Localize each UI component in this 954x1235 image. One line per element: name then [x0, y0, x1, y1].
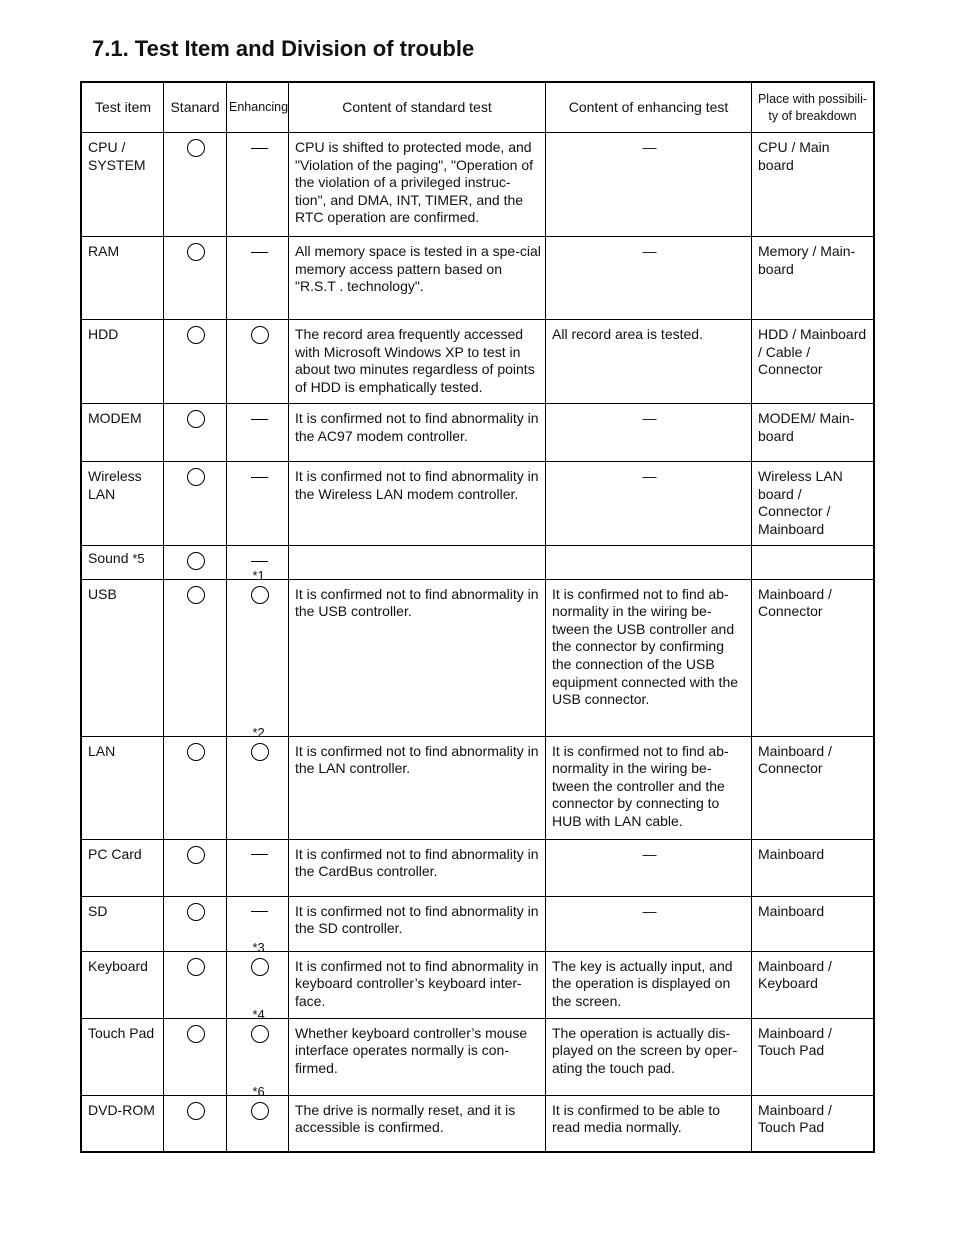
circle-mark-icon	[251, 1025, 269, 1043]
table-row	[82, 1095, 874, 1151]
cell-content-standard: It is confirmed not to find abnormality in the AC97 modem controller.	[289, 404, 546, 462]
cell-place: Mainboard / Touch Pad	[752, 1095, 874, 1151]
cell-content-enhancing	[546, 546, 752, 580]
cell-content-standard: Whether keyboard controller’s mouse interface operates normally is con-firmed.	[289, 1018, 546, 1095]
mark-wrap	[187, 1025, 205, 1048]
test-item-label: Sound	[88, 550, 129, 566]
cell-place: CPU / Main board	[752, 133, 874, 237]
cell-standard	[164, 404, 227, 462]
table-row	[82, 320, 874, 404]
cell-place: Wireless LAN board / Connector / Mainboard	[752, 462, 874, 546]
circle-mark-icon	[187, 1102, 205, 1120]
cell-enhancing	[227, 839, 289, 896]
header-content-enhancing: Content of enhancing test	[546, 83, 752, 133]
cell-test-item	[82, 546, 164, 580]
cell-content-enhancing: It is confirmed to be able to read media normally.	[546, 1095, 752, 1151]
cell-content-enhancing: All record area is tested.	[546, 320, 752, 404]
mark-wrap	[251, 1083, 269, 1125]
cell-standard	[164, 951, 227, 1018]
cell-content-standard: The record area frequently accessed with Microsoft Windows XP to test in about two minutes regardless of points of HDD is emphatically tested.	[289, 320, 546, 404]
cell-place: Memory / Main-board	[752, 237, 874, 320]
circle-mark-icon	[187, 846, 205, 864]
cell-test-item	[82, 951, 164, 1018]
dash-mark-icon	[251, 561, 268, 562]
cell-content-enhancing: It is confirmed not to find ab-normality in the wiring be-tween the controller and the connector by connecting to HUB with LAN cable.	[546, 736, 752, 839]
mark-wrap	[187, 139, 205, 162]
mark-wrap	[187, 326, 205, 349]
footnote-ref: *4	[252, 1006, 265, 1022]
test-item-label: Keyboard	[88, 957, 148, 974]
cell-content-enhancing: It is confirmed not to find ab-normality in the wiring be-tween the USB controller and the connector by confirming the connection of the USB equipment connected with the USB connector.	[546, 579, 752, 736]
cell-enhancing	[227, 237, 289, 320]
cell-test-item	[82, 133, 164, 237]
test-item-label: Touch Pad	[88, 1024, 155, 1041]
circle-mark-icon	[187, 410, 205, 428]
cell-enhancing	[227, 133, 289, 237]
test-item-label: MODEM	[88, 410, 142, 426]
cell-enhancing	[227, 320, 289, 404]
test-item-label: SD	[88, 902, 108, 919]
circle-mark-icon	[187, 958, 205, 976]
table-row	[82, 133, 874, 237]
mark-wrap	[187, 243, 205, 266]
mark-wrap	[187, 586, 205, 609]
mark-wrap	[187, 846, 205, 869]
circle-mark-icon	[251, 586, 269, 604]
cell-content-enhancing: —	[546, 462, 752, 546]
cell-content-enhancing: —	[546, 896, 752, 951]
test-item-label: PC Card	[88, 845, 142, 862]
mark-wrap	[251, 567, 269, 609]
header-place: Place with possibili-ty of breakdown	[752, 83, 874, 133]
circle-mark-icon	[187, 243, 205, 261]
mark-wrap	[187, 743, 205, 766]
cell-place: MODEM/ Main-board	[752, 404, 874, 462]
footnote-ref: *2	[252, 724, 265, 740]
cell-place: Mainboard / Touch Pad	[752, 1018, 874, 1095]
cell-content-enhancing: The key is actually input, and the operation is displayed on the screen.	[546, 951, 752, 1018]
cell-content-enhancing: —	[546, 237, 752, 320]
table-row	[82, 1018, 874, 1095]
circle-mark-icon	[187, 903, 205, 921]
mark-wrap	[251, 724, 269, 766]
dash-mark-icon	[251, 419, 268, 420]
mark-wrap	[187, 468, 205, 491]
cell-test-item	[82, 579, 164, 736]
dash-mark-icon	[251, 148, 268, 149]
footnote-ref: *5	[132, 551, 145, 566]
mark-wrap	[187, 410, 205, 433]
cell-test-item	[82, 462, 164, 546]
footnote-ref: *6	[252, 1083, 265, 1099]
cell-standard	[164, 546, 227, 580]
circle-mark-icon	[187, 1025, 205, 1043]
mark-wrap	[251, 939, 269, 981]
circle-mark-icon	[187, 326, 205, 344]
dash-mark-icon	[251, 477, 268, 478]
table-row	[82, 896, 874, 951]
cell-enhancing	[227, 567, 289, 736]
table-row	[82, 546, 874, 580]
header-test-item: Test item	[82, 83, 164, 133]
cell-test-item	[82, 896, 164, 951]
cell-standard	[164, 736, 227, 839]
cell-enhancing	[227, 1083, 289, 1151]
dash-mark-icon	[251, 911, 268, 912]
table-row	[82, 736, 874, 839]
cell-content-standard: It is confirmed not to find abnormality in the SD controller.	[289, 896, 546, 951]
mark-wrap	[251, 326, 269, 349]
mark-wrap	[251, 243, 268, 261]
cell-content-standard: It is confirmed not to find abnormality in the Wireless LAN modem controller.	[289, 462, 546, 546]
mark-wrap	[251, 139, 268, 157]
dash-mark-icon	[251, 854, 268, 855]
header-enhancing: Enhancing	[227, 83, 289, 133]
circle-mark-icon	[187, 586, 205, 604]
cell-content-standard: It is confirmed not to find abnormality in the LAN controller.	[289, 736, 546, 839]
cell-test-item	[82, 1095, 164, 1151]
cell-content-standard	[289, 546, 546, 580]
table-row	[82, 237, 874, 320]
table-row	[82, 839, 874, 896]
cell-content-standard: All memory space is tested in a spe-cial memory access pattern based on "R.S.T . technology".	[289, 237, 546, 320]
test-item-label: DVD-ROM	[88, 1101, 155, 1118]
cell-enhancing	[227, 462, 289, 546]
cell-content-enhancing: —	[546, 839, 752, 896]
table-row	[82, 404, 874, 462]
mark-wrap	[187, 958, 205, 981]
table-body	[82, 133, 874, 1152]
footnote-ref: *3	[252, 939, 265, 955]
mark-wrap	[251, 410, 268, 428]
circle-mark-icon	[187, 468, 205, 486]
dash-mark-icon	[251, 252, 268, 253]
table-row	[82, 951, 874, 1018]
cell-standard	[164, 1018, 227, 1095]
cell-content-enhancing: —	[546, 404, 752, 462]
page-title: 7.1. Test Item and Division of trouble	[92, 36, 475, 61]
mark-wrap	[187, 1102, 205, 1125]
circle-mark-icon	[251, 1102, 269, 1120]
footnote-ref: *1	[252, 567, 265, 583]
cell-place: Mainboard / Keyboard	[752, 951, 874, 1018]
cell-standard	[164, 462, 227, 546]
test-item-label: HDD	[88, 326, 119, 342]
cell-content-standard: It is confirmed not to find abnormality in the CardBus controller.	[289, 839, 546, 896]
cell-standard	[164, 1095, 227, 1151]
cell-test-item	[82, 839, 164, 896]
header-standard: Stanard	[164, 83, 227, 133]
test-item-label: USB	[88, 585, 117, 602]
mark-wrap	[251, 846, 268, 864]
cell-content-standard: It is confirmed not to find abnormality in the USB controller.	[289, 579, 546, 736]
cell-place: Mainboard	[752, 896, 874, 951]
cell-standard	[164, 237, 227, 320]
cell-standard	[164, 579, 227, 736]
cell-standard	[164, 320, 227, 404]
cell-place: HDD / Mainboard / Cable / Connector	[752, 320, 874, 404]
cell-enhancing	[227, 404, 289, 462]
test-item-label: CPU / SYSTEM	[88, 139, 146, 173]
cell-content-standard: CPU is shifted to protected mode, and "Violation of the paging", "Operation of the violation of a privileged instruc-tion", and DMA, INT, TIMER, and the RTC operation are confirmed.	[289, 133, 546, 237]
mark-wrap	[251, 1006, 269, 1048]
cell-place: Mainboard / Connector	[752, 579, 874, 736]
test-item-table	[81, 82, 874, 1152]
table-header-row	[82, 83, 874, 133]
cell-place	[752, 546, 874, 580]
cell-test-item	[82, 1018, 164, 1095]
cell-test-item	[82, 320, 164, 404]
header-content-standard: Content of standard test	[289, 83, 546, 133]
table-row	[82, 462, 874, 546]
circle-mark-icon	[251, 743, 269, 761]
cell-place: Mainboard	[752, 839, 874, 896]
cell-content-enhancing: The operation is actually dis-played on the screen by oper-ating the touch pad.	[546, 1018, 752, 1095]
mark-wrap	[187, 552, 205, 575]
test-item-label: Wireless LAN	[88, 468, 142, 502]
mark-wrap	[187, 903, 205, 926]
cell-test-item	[82, 736, 164, 839]
cell-standard	[164, 133, 227, 237]
circle-mark-icon	[187, 139, 205, 157]
table-row	[82, 579, 874, 736]
circle-mark-icon	[251, 326, 269, 344]
mark-wrap	[251, 903, 268, 921]
cell-standard	[164, 896, 227, 951]
cell-content-standard: It is confirmed not to find abnormality in keyboard controller’s keyboard inter-face.	[289, 951, 546, 1018]
circle-mark-icon	[251, 958, 269, 976]
cell-enhancing	[227, 724, 289, 839]
cell-test-item	[82, 237, 164, 320]
mark-wrap	[251, 468, 268, 486]
cell-content-standard: The drive is normally reset, and it is accessible is confirmed.	[289, 1095, 546, 1151]
circle-mark-icon	[187, 552, 205, 570]
cell-test-item	[82, 404, 164, 462]
test-item-label: RAM	[88, 243, 120, 259]
test-item-label: LAN	[88, 742, 116, 759]
cell-content-enhancing: —	[546, 133, 752, 237]
cell-standard	[164, 839, 227, 896]
cell-place: Mainboard / Connector	[752, 736, 874, 839]
circle-mark-icon	[187, 743, 205, 761]
